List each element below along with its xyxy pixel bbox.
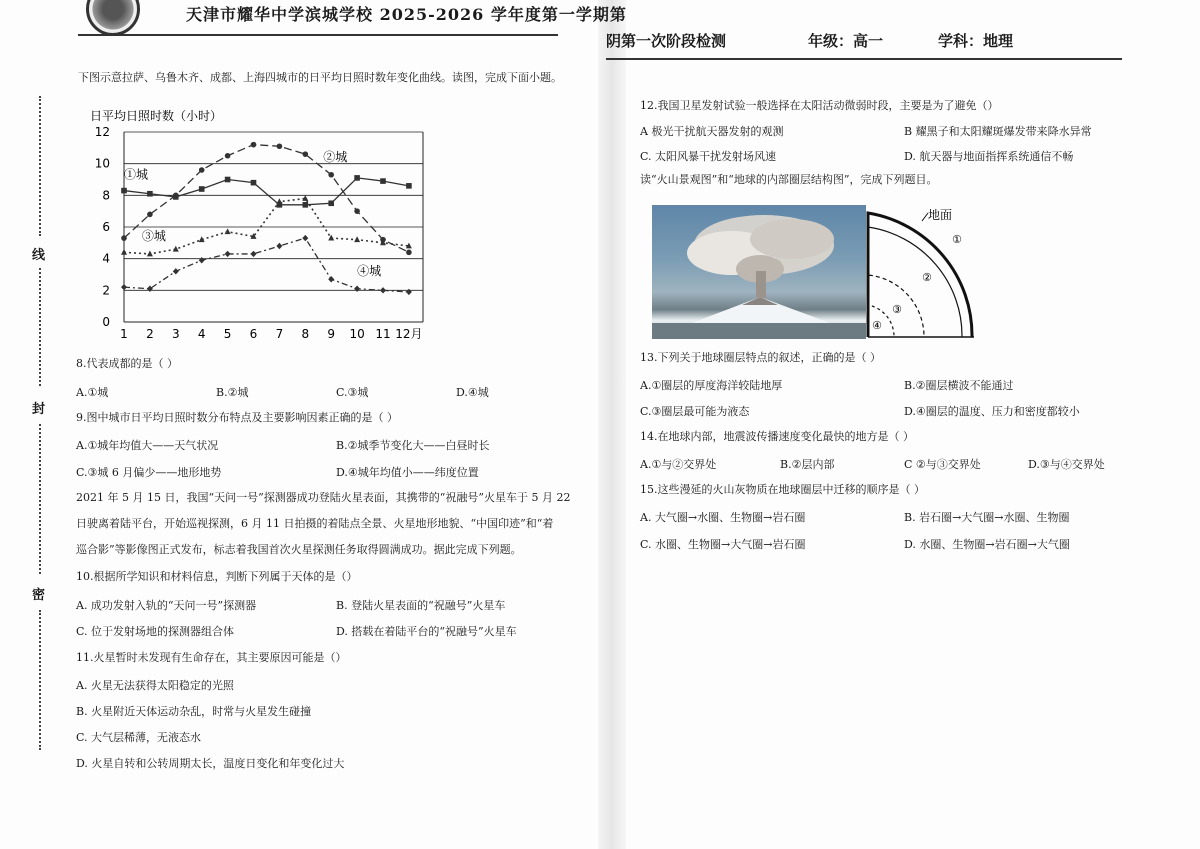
y-tick-label: 6	[102, 220, 110, 234]
data-point	[173, 193, 179, 199]
q11-option-d[interactable]: D. 火星自转和公转周期太长，温度日变化和年变化过大	[76, 757, 345, 770]
q8-option-c[interactable]: C.③城	[336, 386, 369, 399]
data-point	[354, 175, 360, 181]
school-title: 天津市耀华中学滨城学校 2025-2026 学年度第一学期第	[186, 5, 627, 24]
data-point	[199, 186, 205, 192]
q13-option-b[interactable]: B.②圈层横波不能通过	[904, 379, 1014, 392]
q10-option-a[interactable]: A. 成功发射入轨的“天问一号”探测器	[76, 599, 257, 612]
data-point	[380, 287, 386, 293]
q10-option-c[interactable]: C. 位于发射场地的探测器组合体	[76, 625, 235, 638]
series-label: ③城	[141, 228, 166, 243]
x-tick-label: 3	[171, 327, 180, 341]
data-point	[147, 286, 153, 292]
q9-option-a[interactable]: A.①城年均值大——天气状况	[76, 439, 219, 452]
q13-stem: 13.下列关于地球圈层特点的叙述，正确的是（ ）	[640, 351, 881, 364]
data-point	[147, 212, 153, 218]
q12-stem: 12.我国卫星发射试验一般选择在太阳活动微弱时段，主要是为了避免（）	[640, 99, 999, 112]
school-logo	[86, 0, 140, 36]
q9-option-b[interactable]: B.②城季节变化大——白昼时长	[336, 439, 490, 452]
data-point	[328, 276, 334, 282]
series-line	[124, 178, 409, 205]
data-point	[251, 142, 257, 148]
volcano-photo	[652, 205, 866, 339]
series-line	[124, 199, 409, 254]
x-tick-label: 11	[375, 327, 391, 341]
series-label: ④城	[357, 263, 382, 278]
q13-option-d[interactable]: D.④圈层的温度、压力和密度都较小	[904, 405, 1080, 418]
y-tick-label: 2	[102, 283, 110, 298]
q14-option-b[interactable]: B.②层内部	[780, 458, 835, 471]
q13-option-a[interactable]: A.①圈层的厚度海洋较陆地厚	[640, 379, 783, 392]
y-tick-label: 0	[102, 315, 110, 329]
q15-option-b[interactable]: B. 岩石圈→大气圈→水圈、生物圈	[904, 511, 1070, 524]
q15-option-c[interactable]: C. 水圈、生物圈→大气圈→岩石圈	[640, 538, 806, 551]
binding-margin	[30, 96, 50, 756]
mars-intro-line-1: 2021 年 5 月 15 日，我国“天问一号”探测器成功登陆火星表面，其携带的“祝融号”火星车于 5 月 22	[76, 491, 571, 504]
grade-label: 年级：高一	[808, 32, 884, 50]
q8-option-a[interactable]: A.①城	[76, 386, 109, 399]
q9-stem: 9.图中城市日平均日照时数分布特点及主要影响因素正确的是（ ）	[76, 411, 398, 424]
layer-3-label: ③	[892, 303, 902, 316]
series-label: ②城	[323, 149, 348, 164]
data-point	[251, 180, 257, 186]
x-tick-label: 7	[275, 327, 284, 341]
data-point	[121, 249, 127, 255]
q14-option-c[interactable]: C ②与③交界处	[904, 458, 981, 471]
y-tick-label: 8	[102, 188, 110, 203]
binding-dots	[39, 610, 41, 750]
x-tick-label: 2	[146, 327, 154, 341]
y-tick-label: 10	[94, 156, 110, 171]
q8-option-b[interactable]: B.②城	[216, 386, 249, 399]
header-right	[606, 24, 1122, 60]
q11-stem: 11.火星暂时未发现有生命存在，其主要原因可能是（）	[76, 651, 347, 664]
x-tick-label: 9	[327, 327, 336, 341]
q15-option-a[interactable]: A. 大气圈→水圈、生物圈→岩石圈	[640, 511, 806, 524]
series-label: ①城	[124, 167, 149, 182]
mars-intro-line-2: 日驶离着陆平台，开始巡视探测，6 月 11 日拍摄的着陆点全景、火星地形地貌、“中国印迹”和“着	[76, 517, 554, 530]
q9-option-c[interactable]: C.③城 6 月偏少——地形地势	[76, 466, 222, 479]
chart-title: 日平均日照时数（小时）	[90, 109, 223, 123]
q14-option-a[interactable]: A.①与②交界处	[640, 458, 717, 471]
q10-stem: 10.根据所学知识和材料信息，判断下列属于天体的是（）	[76, 570, 358, 583]
header-left	[78, 0, 627, 36]
q15-option-d[interactable]: D. 水圈、生物圈→岩石圈→大气圈	[904, 538, 1070, 551]
mars-intro-line-3: 巡合影”等影像图正式发布，标志着我国首次火星探测任务取得圆满成功。据此完成下列题。	[76, 543, 522, 556]
data-point	[302, 235, 308, 241]
data-point	[225, 177, 231, 183]
x-tick-label: 6	[249, 327, 258, 341]
q8-option-d[interactable]: D.④城	[456, 386, 489, 399]
data-point	[251, 251, 257, 257]
data-point	[121, 188, 127, 194]
data-point	[225, 251, 231, 257]
x-tick-label: 12月	[395, 327, 423, 341]
x-tick-label: 4	[197, 327, 206, 341]
data-point	[199, 236, 205, 242]
q12-option-a[interactable]: A 极光干扰航天器发射的观测	[640, 125, 784, 138]
data-point	[328, 172, 334, 178]
data-point	[406, 183, 412, 189]
binding-dots	[39, 96, 41, 236]
data-point	[276, 243, 282, 249]
q9-option-d[interactable]: D.④城年均值小——纬度位置	[336, 466, 479, 479]
data-point	[354, 208, 360, 214]
binding-dots	[39, 268, 41, 386]
data-point	[303, 202, 309, 208]
data-point	[199, 167, 205, 173]
q10-option-d[interactable]: D. 搭载在着陆平台的“祝融号”火星车	[336, 625, 517, 638]
data-point	[303, 151, 309, 157]
y-tick-label: 4	[102, 251, 110, 266]
q11-option-c[interactable]: C. 大气层稀薄，无液态水	[76, 731, 202, 744]
earth-layers-diagram	[866, 205, 976, 339]
x-tick-label: 8	[301, 327, 310, 341]
data-point	[121, 235, 127, 241]
data-point	[225, 228, 231, 234]
data-point	[380, 178, 386, 184]
data-point	[173, 246, 179, 252]
chart-intro: 下图示意拉萨、乌鲁木齐、成都、上海四城市的日平均日照时数年变化曲线。读图，完成下面小题。	[78, 71, 562, 84]
binding-char-secret: 密	[32, 588, 46, 603]
data-point	[406, 250, 412, 256]
layer-2-label: ②	[922, 271, 932, 284]
x-tick-label: 1	[120, 327, 128, 341]
q12-option-c[interactable]: C. 太阳风暴干扰发射场风速	[640, 150, 777, 163]
layer-1-label: ①	[952, 233, 962, 246]
data-point	[147, 191, 153, 197]
q12-option-b[interactable]: B 耀黑子和太阳耀斑爆发带来降水异常	[904, 125, 1092, 138]
data-point	[121, 284, 127, 290]
data-point	[276, 198, 282, 204]
exam-stage: 阴第一次阶段检测	[606, 32, 727, 50]
data-point	[354, 236, 360, 242]
q12-option-d[interactable]: D. 航天器与地面指挥系统通信不畅	[904, 150, 1074, 163]
surface-label: 地面	[928, 208, 953, 222]
page-spine	[598, 0, 626, 849]
binding-char-seal: 封	[32, 402, 46, 417]
volcano-intro: 读“火山景观图”和“地球的内部圈层结构图”，完成下列题目。	[640, 173, 938, 186]
data-point	[354, 286, 360, 292]
subject-label: 学科：地理	[938, 32, 1014, 50]
sunshine-chart	[78, 104, 448, 344]
q14-option-d[interactable]: D.③与④交界处	[1028, 458, 1105, 471]
y-tick-label: 12	[94, 125, 110, 139]
q15-stem: 15.这些漫延的火山灰物质在地球圈层中迁移的顺序是（ ）	[640, 483, 925, 496]
q11-option-a[interactable]: A. 火星无法获得太阳稳定的光照	[76, 679, 234, 692]
data-point	[328, 200, 334, 206]
data-point	[406, 289, 412, 295]
data-point	[173, 268, 179, 274]
series-line	[124, 145, 409, 253]
q14-stem: 14.在地球内部，地震波传播速度变化最快的地方是（ ）	[640, 430, 914, 443]
binding-dots	[39, 424, 41, 574]
data-point	[199, 257, 205, 263]
q10-option-b[interactable]: B. 登陆火星表面的“祝融号”火星车	[336, 599, 506, 612]
x-tick-label: 10	[349, 327, 365, 341]
q11-option-b[interactable]: B. 火星附近天体运动杂乱，时常与火星发生碰撞	[76, 705, 312, 718]
binding-char-line: 线	[32, 248, 46, 263]
x-tick-label: 5	[223, 327, 232, 341]
q13-option-c[interactable]: C.③圈层最可能为液态	[640, 405, 750, 418]
data-point	[147, 251, 153, 257]
layer-4-label: ④	[872, 319, 882, 332]
q8-stem: 8.代表成都的是（ ）	[76, 357, 178, 370]
data-point	[277, 143, 283, 149]
data-point	[225, 153, 231, 159]
